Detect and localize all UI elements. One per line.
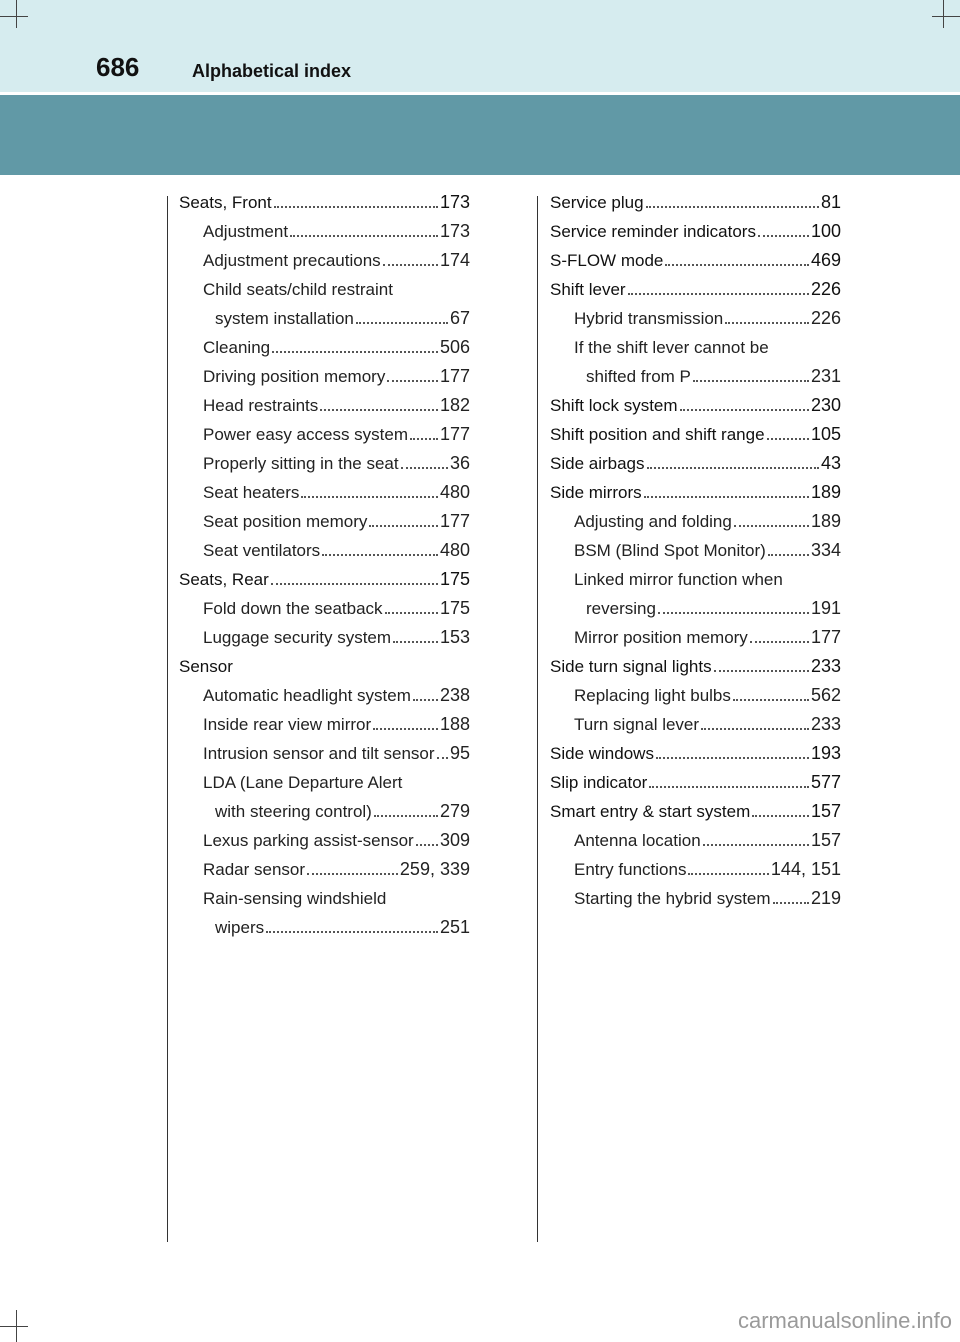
index-entry <box>179 478 470 507</box>
index-entry-label: Service reminder indicators <box>550 222 756 241</box>
index-entry <box>550 449 841 478</box>
index-entry <box>179 855 470 884</box>
index-entry-page: 175 <box>439 569 470 589</box>
leader-dots <box>383 264 438 266</box>
index-entry-page: 279 <box>439 801 470 821</box>
index-entry-page: 188 <box>439 714 470 734</box>
leader-dots <box>767 438 809 440</box>
index-entry-page: 182 <box>439 395 470 415</box>
index-entry-label: Cleaning <box>203 338 271 357</box>
index-column-left <box>179 188 470 942</box>
index-entry <box>179 826 470 855</box>
index-entry-label: Seat ventilators <box>203 541 321 560</box>
leader-dots <box>733 699 809 701</box>
index-entry-page: 173 <box>439 221 470 241</box>
index-entry-label: Fold down the seatback <box>203 599 383 618</box>
index-entry-label: S-FLOW mode <box>550 251 664 270</box>
index-entry-label: Properly sitting in the seat <box>203 454 399 473</box>
leader-dots <box>649 786 809 788</box>
index-entry-label: Seats, Rear <box>179 570 269 589</box>
index-entry-label: Linked mirror function when <box>574 570 783 589</box>
index-entry-label: Seats, Front <box>179 193 272 212</box>
leader-dots <box>656 757 809 759</box>
index-entry-label: Shift lever <box>550 280 626 299</box>
index-entry-page: 43 <box>820 453 841 473</box>
index-entry-page: 157 <box>810 830 841 850</box>
index-entry <box>550 333 841 362</box>
index-entry-label: Mirror position memory <box>574 628 748 647</box>
leader-dots <box>628 293 809 295</box>
leader-dots <box>356 322 448 324</box>
leader-dots <box>320 409 438 411</box>
leader-dots <box>714 670 809 672</box>
index-entry <box>179 681 470 710</box>
index-entry <box>179 913 470 942</box>
index-entry-label: Smart entry & start system <box>550 802 751 821</box>
leader-dots <box>374 815 438 817</box>
index-entry-label: Driving position memory <box>203 367 386 386</box>
section-title: Alphabetical index <box>192 61 352 81</box>
index-entry <box>179 594 470 623</box>
index-entry-label: If the shift lever cannot be <box>574 338 769 357</box>
index-entry-page: 230 <box>810 395 841 415</box>
index-entry-page: 81 <box>820 192 841 212</box>
leader-dots <box>272 351 438 353</box>
index-entry <box>179 188 470 217</box>
index-entry <box>179 652 470 681</box>
index-entry-page: 577 <box>810 772 841 792</box>
index-entry <box>550 478 841 507</box>
crop-mark <box>943 0 944 28</box>
index-entry-label: Power easy access system <box>203 425 409 444</box>
index-entry-label: Adjustment precautions <box>203 251 381 270</box>
index-entry <box>179 623 470 652</box>
leader-dots <box>437 757 448 759</box>
index-entry-page: 153 <box>439 627 470 647</box>
index-entry-page: 177 <box>439 366 470 386</box>
leader-dots <box>701 728 809 730</box>
leader-dots <box>703 844 809 846</box>
index-entry-label: with steering control) <box>215 802 372 821</box>
index-entry-label: Replacing light bulbs <box>574 686 731 705</box>
index-entry-label: Side mirrors <box>550 483 642 502</box>
index-entry-label: Lexus parking assist-sensor <box>203 831 414 850</box>
leader-dots <box>725 322 809 324</box>
index-entry-page: 36 <box>449 453 470 473</box>
index-entry <box>550 507 841 536</box>
page-number: 686 <box>96 52 140 82</box>
leader-dots <box>373 728 438 730</box>
leader-dots <box>271 583 438 585</box>
index-entry <box>550 652 841 681</box>
index-entry <box>550 797 841 826</box>
index-entry-page: 480 <box>439 482 470 502</box>
index-entry-page: 233 <box>810 656 841 676</box>
index-entry-page: 189 <box>810 511 841 531</box>
index-entry-page: 191 <box>810 598 841 618</box>
index-entry <box>550 275 841 304</box>
index-entry <box>179 710 470 739</box>
index-entry-label: Head restraints <box>203 396 319 415</box>
index-entry <box>550 768 841 797</box>
index-entry-label: Radar sensor <box>203 860 306 879</box>
index-entry-label: Starting the hybrid system <box>574 889 771 908</box>
index-entry <box>550 739 841 768</box>
leader-dots <box>644 496 809 498</box>
index-entry-label: system installation <box>215 309 354 328</box>
index-entry <box>179 362 470 391</box>
index-entry-label: Rain-sensing windshield <box>203 889 387 908</box>
index-entry-page: 95 <box>449 743 470 763</box>
index-entry <box>550 420 841 449</box>
index-entry <box>179 507 470 536</box>
index-entry-page: 309 <box>439 830 470 850</box>
index-entry-label: reversing <box>586 599 656 618</box>
index-entry <box>179 884 470 913</box>
crop-mark <box>0 16 28 17</box>
index-entry-label: BSM (Blind Spot Monitor) <box>574 541 766 560</box>
index-entry <box>550 246 841 275</box>
index-entry <box>550 304 841 333</box>
index-entry-page: 174 <box>439 250 470 270</box>
index-entry <box>179 449 470 478</box>
index-entry-page: 233 <box>810 714 841 734</box>
leader-dots <box>688 873 768 875</box>
index-entry-page: 480 <box>439 540 470 560</box>
leader-dots <box>307 873 398 875</box>
crop-mark <box>0 1326 28 1327</box>
index-entry-label: Antenna location <box>574 831 701 850</box>
leader-dots <box>416 844 438 846</box>
index-entry <box>179 739 470 768</box>
index-entry-label: Entry functions <box>574 860 687 879</box>
index-entry-label: Intrusion sensor and tilt sensor <box>203 744 435 763</box>
index-entry-page: 238 <box>439 685 470 705</box>
index-entry-label: Seat position memory <box>203 512 368 531</box>
leader-dots <box>385 612 438 614</box>
index-entry-label: Slip indicator <box>550 773 648 792</box>
index-entry-page: 173 <box>439 192 470 212</box>
leader-dots <box>768 554 809 556</box>
index-entry-label: Child seats/child restraint <box>203 280 393 299</box>
leader-dots <box>693 380 809 382</box>
index-entry-page: 67 <box>449 308 470 328</box>
index-entry <box>550 594 841 623</box>
header-band <box>0 92 960 175</box>
index-entry-page: 226 <box>810 308 841 328</box>
index-entry-page: 144, 151 <box>770 859 841 879</box>
leader-dots <box>773 902 809 904</box>
crop-mark <box>932 16 960 17</box>
index-entry <box>179 391 470 420</box>
leader-dots <box>393 641 438 643</box>
index-entry-page: 219 <box>810 888 841 908</box>
index-entry-label: Turn signal lever <box>574 715 700 734</box>
index-entry-page: 251 <box>439 917 470 937</box>
leader-dots <box>752 815 809 817</box>
index-entry-label: Inside rear view mirror <box>203 715 372 734</box>
index-entry <box>550 681 841 710</box>
index-entry-page: 157 <box>810 801 841 821</box>
column-rule-right <box>537 196 538 1242</box>
index-entry <box>550 710 841 739</box>
index-entry-label: Luggage security system <box>203 628 392 647</box>
leader-dots <box>734 525 809 527</box>
index-entry-label: Adjustment <box>203 222 289 241</box>
index-entry-page: 231 <box>810 366 841 386</box>
column-rule-left <box>167 196 168 1242</box>
index-entry-label: Shift position and shift range <box>550 425 765 444</box>
index-entry-page: 100 <box>810 221 841 241</box>
leader-dots <box>680 409 809 411</box>
index-entry <box>550 362 841 391</box>
leader-dots <box>665 264 809 266</box>
leader-dots <box>274 206 438 208</box>
index-entry <box>550 536 841 565</box>
index-entry-label: shifted from P <box>586 367 691 386</box>
index-entry-page: 177 <box>439 424 470 444</box>
index-entry <box>550 826 841 855</box>
index-entry <box>179 246 470 275</box>
index-entry <box>179 768 470 797</box>
index-entry <box>179 275 470 304</box>
leader-dots <box>290 235 438 237</box>
header-top-bar <box>0 0 960 92</box>
leader-dots <box>266 931 438 933</box>
index-entry-page: 189 <box>810 482 841 502</box>
index-entry <box>179 420 470 449</box>
index-entry <box>550 391 841 420</box>
index-entry-page: 334 <box>810 540 841 560</box>
index-entry-label: Adjusting and folding <box>574 512 732 531</box>
leader-dots <box>301 496 438 498</box>
watermark: carmanualsonline.info <box>737 1308 952 1333</box>
index-entry-page: 175 <box>439 598 470 618</box>
index-entry-label: Side airbags <box>550 454 645 473</box>
index-entry <box>179 536 470 565</box>
index-entry-label: Shift lock system <box>550 396 678 415</box>
index-entry-page: 469 <box>810 250 841 270</box>
index-entry <box>179 565 470 594</box>
leader-dots <box>646 206 819 208</box>
leader-dots <box>647 467 819 469</box>
index-entry-page: 177 <box>810 627 841 647</box>
index-entry <box>550 565 841 594</box>
index-entry-label: Side turn signal lights <box>550 657 712 676</box>
index-entry <box>179 797 470 826</box>
index-column-right <box>550 188 841 913</box>
index-entry-label: Side windows <box>550 744 654 763</box>
index-entry-label: Seat heaters <box>203 483 300 502</box>
leader-dots <box>369 525 438 527</box>
index-entry-page: 177 <box>439 511 470 531</box>
index-entry-label: Service plug <box>550 193 644 212</box>
index-entry-label: Automatic headlight system <box>203 686 411 705</box>
leader-dots <box>322 554 438 556</box>
index-entry-label: wipers <box>215 918 265 937</box>
index-entry <box>550 217 841 246</box>
index-entry <box>550 623 841 652</box>
leader-dots <box>401 467 448 469</box>
index-entry-page: 226 <box>810 279 841 299</box>
index-entry <box>179 333 470 362</box>
index-entry-label: Sensor <box>179 657 233 676</box>
index-entry-label: Hybrid transmission <box>574 309 724 328</box>
index-entry <box>550 855 841 884</box>
leader-dots <box>658 612 809 614</box>
index-entry-page: 259, 339 <box>399 859 470 879</box>
leader-dots <box>410 438 438 440</box>
index-entry <box>550 884 841 913</box>
index-entry-page: 506 <box>439 337 470 357</box>
index-entry-page: 105 <box>810 424 841 444</box>
index-entry-page: 193 <box>810 743 841 763</box>
leader-dots <box>387 380 438 382</box>
index-entry-label: LDA (Lane Departure Alert <box>203 773 403 792</box>
index-entry <box>179 304 470 333</box>
leader-dots <box>413 699 438 701</box>
index-entry-page: 562 <box>810 685 841 705</box>
index-entry <box>179 217 470 246</box>
leader-dots <box>758 235 809 237</box>
crop-mark <box>16 0 17 28</box>
index-entry <box>550 188 841 217</box>
leader-dots <box>750 641 809 643</box>
